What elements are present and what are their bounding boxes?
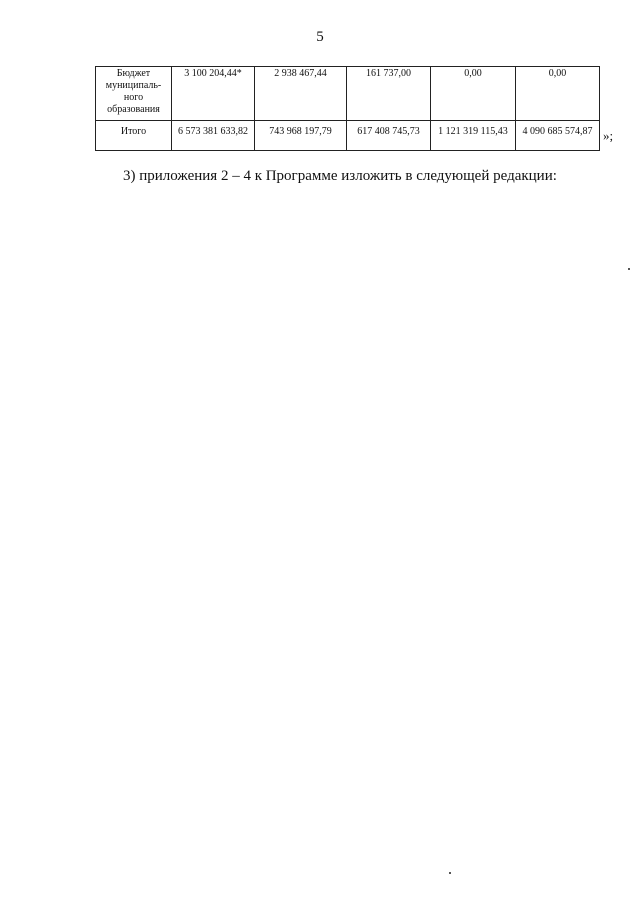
table-closing-quote: »; bbox=[603, 128, 614, 143]
table-cell: 743 968 197,79 bbox=[255, 121, 347, 151]
scan-speck bbox=[449, 872, 451, 874]
page-number: 5 bbox=[316, 29, 324, 45]
table-row bbox=[96, 121, 600, 151]
row-label: Бюджет муниципаль-ного образования bbox=[96, 67, 172, 121]
table-cell: 3 100 204,44* bbox=[172, 67, 255, 121]
budget-table bbox=[95, 66, 600, 151]
amendment-paragraph bbox=[83, 167, 567, 186]
table-cell: 6 573 381 633,82 bbox=[172, 121, 255, 151]
table-cell: 0,00 bbox=[516, 67, 600, 121]
table-row bbox=[96, 67, 600, 121]
table-cell: 4 090 685 574,87 bbox=[516, 121, 600, 151]
scan-speck bbox=[628, 268, 630, 270]
table-cell: 617 408 745,73 bbox=[347, 121, 431, 151]
paragraph-text: 3) приложения 2 – 4 к Программе изложить в следующей редакции: bbox=[123, 168, 557, 184]
row-label: Итого bbox=[96, 121, 172, 151]
table-cell: 2 938 467,44 bbox=[255, 67, 347, 121]
table-cell: 161 737,00 bbox=[347, 67, 431, 121]
table-cell: 1 121 319 115,43 bbox=[431, 121, 516, 151]
table-cell: 0,00 bbox=[431, 67, 516, 121]
